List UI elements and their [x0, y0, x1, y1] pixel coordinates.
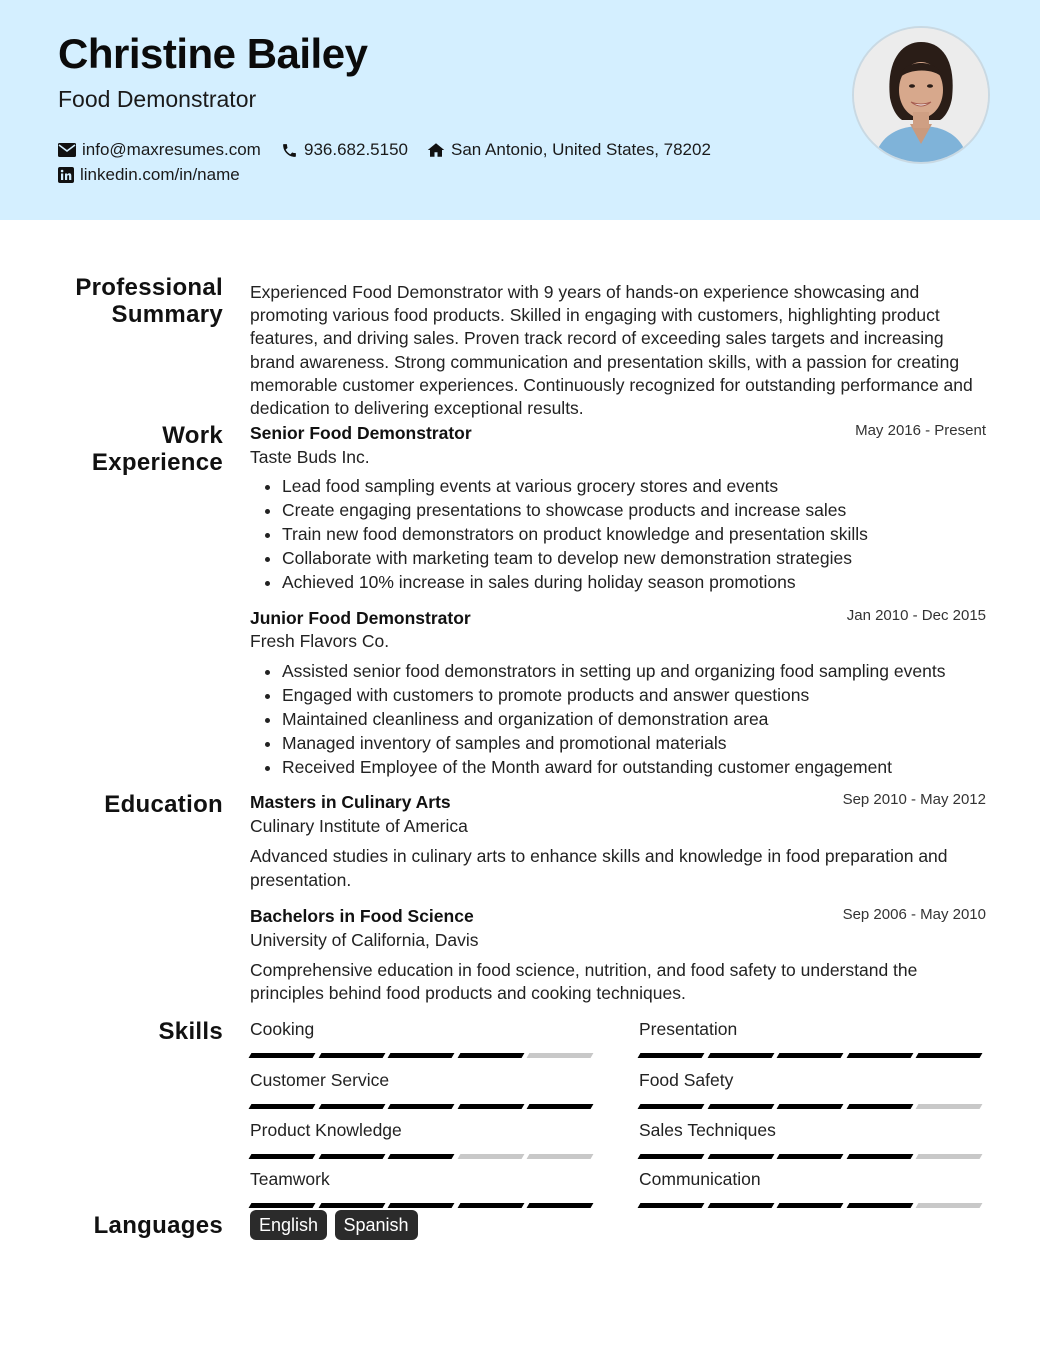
skill-level-segment	[457, 1154, 523, 1159]
resume-header	[0, 0, 1040, 220]
skill-level-segment	[527, 1053, 593, 1058]
skill-level-segment	[388, 1104, 454, 1109]
job-company: Fresh Flavors Co.	[250, 631, 390, 651]
skill-level-segment	[916, 1154, 982, 1159]
skill-item	[250, 1120, 598, 1159]
skill-level-bar	[639, 1203, 987, 1208]
skill-level-bar	[639, 1053, 987, 1058]
skill-item	[639, 1169, 987, 1208]
section-label-skills: Skills	[158, 1018, 223, 1045]
skill-item	[250, 1070, 598, 1109]
skill-level-segment	[846, 1053, 912, 1058]
job-title: Senior Food Demonstrator	[250, 423, 472, 443]
skill-name: Communication	[639, 1169, 761, 1189]
skill-item	[639, 1019, 987, 1058]
skill-name: Cooking	[250, 1019, 315, 1039]
section-label-work: Work Experience	[91, 422, 223, 476]
skill-name: Product Knowledge	[250, 1120, 402, 1140]
skill-level-segment	[249, 1203, 315, 1208]
summary-text: Experienced Food Demonstrator with 9 years of hands-on experience showcasing and promoting various food products. Skilled in engaging with customers, highlighting product features, and driving sales. Proven track record of exceeding sales targets and increasing brand awareness. Strong communication and presentation skills, with a passion for creating memorable customer experiences. Continuously recognized for outstanding performance and dedication to delivering exceptional results.	[250, 282, 973, 419]
list-item: • Received Employee of the Month award for outstanding customer engagement	[282, 755, 1002, 779]
job-title: Junior Food Demonstrator	[250, 608, 471, 628]
job-bullets	[250, 474, 1002, 594]
skill-item	[639, 1070, 987, 1109]
list-item: • Collaborate with marketing team to develop new demonstration strategies	[282, 546, 1002, 570]
email-text: info@maxresumes.com	[82, 140, 261, 159]
skill-level-segment	[457, 1104, 523, 1109]
skill-level-segment	[249, 1053, 315, 1058]
school-name: Culinary Institute of America	[250, 816, 468, 836]
skill-level-segment	[527, 1154, 593, 1159]
skill-level-segment	[249, 1104, 315, 1109]
skill-level-segment	[638, 1053, 704, 1058]
skill-level-segment	[707, 1053, 773, 1058]
skill-level-segment	[638, 1104, 704, 1109]
skill-level-segment	[846, 1203, 912, 1208]
list-item: • Achieved 10% increase in sales during holiday season promotions	[282, 570, 1002, 594]
education-description: Advanced studies in culinary arts to enhance skills and knowledge in food preparation and presentation.	[250, 846, 948, 890]
contact-linkedin[interactable]	[58, 165, 240, 185]
phone-icon	[281, 142, 298, 159]
skill-level-segment	[707, 1104, 773, 1109]
skill-level-segment	[318, 1104, 384, 1109]
linkedin-text: linkedin.com/in/name	[80, 165, 240, 184]
skill-level-segment	[916, 1053, 982, 1058]
skill-name: Teamwork	[250, 1169, 330, 1189]
education-description: Comprehensive education in food science, nutrition, and food safety to understand the principles behind food products and cooking techniques.	[250, 960, 918, 1004]
job-dates: Jan 2010 - Dec 2015	[846, 607, 986, 624]
skill-level-segment	[777, 1053, 843, 1058]
school-name: University of California, Davis	[250, 930, 479, 950]
profile-photo	[852, 26, 990, 164]
skill-level-bar	[250, 1154, 598, 1159]
list-item: • Maintained cleanliness and organization of demonstration area	[282, 707, 1002, 731]
list-item: • Train new food demonstrators on product knowledge and presentation skills	[282, 522, 1002, 546]
skill-level-segment	[777, 1154, 843, 1159]
skill-level-segment	[388, 1154, 454, 1159]
skill-level-segment	[707, 1203, 773, 1208]
contact-phone[interactable]	[281, 140, 408, 160]
skill-level-bar	[250, 1104, 598, 1109]
skill-level-segment	[707, 1154, 773, 1159]
list-item: • Lead food sampling events at various grocery stores and events	[282, 474, 1002, 498]
skill-level-segment	[777, 1203, 843, 1208]
education-dates: Sep 2010 - May 2012	[842, 791, 986, 808]
skill-name: Customer Service	[250, 1070, 390, 1090]
skill-level-segment	[457, 1203, 523, 1208]
job-bullets	[250, 659, 1002, 779]
skill-item	[250, 1169, 598, 1208]
list-item: • Engaged with customers to promote products and answer questions	[282, 683, 1002, 707]
job-dates: May 2016 - Present	[855, 422, 986, 439]
skill-level-segment	[777, 1104, 843, 1109]
candidate-title: Food Demonstrator	[58, 86, 257, 112]
skill-item	[639, 1120, 987, 1159]
education-dates: Sep 2006 - May 2010	[842, 906, 986, 923]
skill-level-bar	[250, 1053, 598, 1058]
contact-location	[427, 140, 711, 160]
contact-email[interactable]	[58, 140, 261, 160]
phone-text: 936.682.5150	[304, 140, 408, 159]
skill-level-bar	[250, 1203, 598, 1208]
skill-level-segment	[527, 1104, 593, 1109]
section-label-education: Education	[104, 791, 223, 818]
section-label-languages: Languages	[93, 1212, 223, 1239]
skill-level-segment	[638, 1154, 704, 1159]
home-icon	[427, 142, 445, 158]
skill-level-segment	[318, 1154, 384, 1159]
language-badge: English	[250, 1210, 327, 1240]
skill-level-segment	[846, 1154, 912, 1159]
job-company: Taste Buds Inc.	[250, 447, 370, 467]
language-list	[250, 1210, 421, 1240]
degree-title: Bachelors in Food Science	[250, 906, 474, 926]
skill-level-segment	[638, 1203, 704, 1208]
skill-level-segment	[527, 1203, 593, 1208]
skill-level-segment	[388, 1203, 454, 1208]
skill-item	[250, 1019, 598, 1058]
envelope-icon	[58, 143, 76, 157]
skill-level-segment	[916, 1203, 982, 1208]
list-item: • Managed inventory of samples and promotional materials	[282, 731, 1002, 755]
location-text: San Antonio, United States, 78202	[451, 140, 711, 159]
candidate-name: Christine Bailey	[58, 30, 368, 77]
list-item: • Assisted senior food demonstrators in setting up and organizing food sampling events	[282, 659, 1002, 683]
skill-level-segment	[457, 1053, 523, 1058]
skill-name: Food Safety	[639, 1070, 734, 1090]
skill-level-segment	[249, 1154, 315, 1159]
skill-name: Presentation	[639, 1019, 738, 1039]
skill-level-segment	[388, 1053, 454, 1058]
linkedin-icon	[58, 167, 74, 183]
list-item: • Create engaging presentations to showcase products and increase sales	[282, 498, 1002, 522]
skill-level-segment	[846, 1104, 912, 1109]
section-label-summary: Professional Summary	[75, 274, 223, 328]
skill-level-segment	[318, 1203, 384, 1208]
skill-name: Sales Techniques	[639, 1120, 776, 1140]
skill-level-segment	[916, 1104, 982, 1109]
language-badge: Spanish	[335, 1210, 418, 1240]
degree-title: Masters in Culinary Arts	[250, 792, 451, 812]
skill-level-segment	[318, 1053, 384, 1058]
skill-level-bar	[639, 1104, 987, 1109]
skill-level-bar	[639, 1154, 987, 1159]
